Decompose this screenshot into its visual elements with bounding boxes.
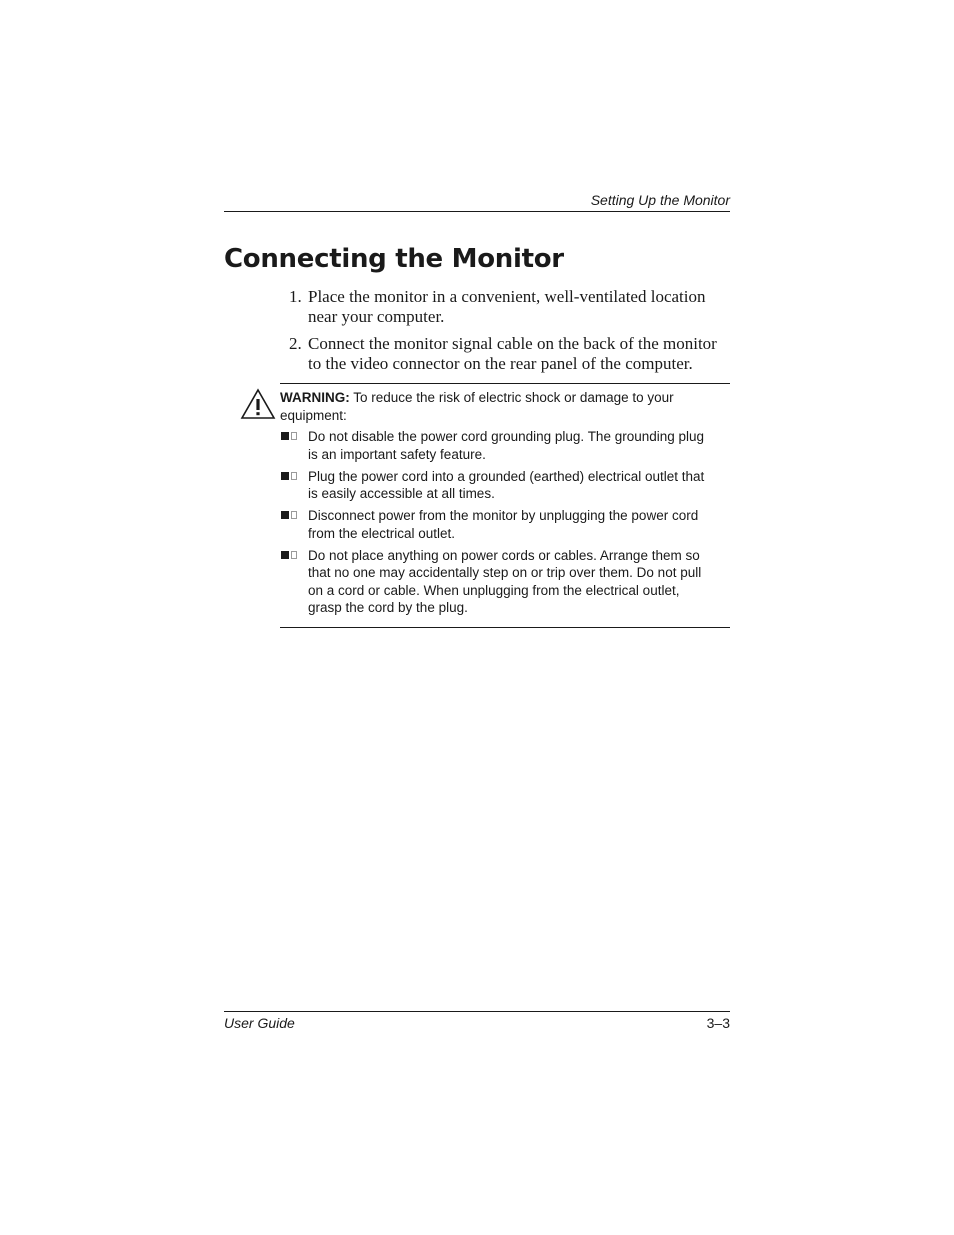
- warning-list: [280, 428, 710, 617]
- warning-item-text: Disconnect power from the monitor by unplugging the power cord from the electrical outlet.: [308, 508, 699, 541]
- warning-label: WARNING:: [280, 390, 350, 405]
- warning-item: [280, 428, 710, 463]
- square-bullet-icon: [281, 432, 297, 440]
- step-text: Connect the monitor signal cable on the back of the monitor to the video connector on the rear panel of the computer.: [308, 334, 717, 373]
- step-item: [282, 334, 730, 373]
- running-header: Setting Up the Monitor: [590, 192, 730, 208]
- square-bullet-icon: [281, 511, 297, 519]
- warning-item: [280, 468, 710, 503]
- warning-item-text: Plug the power cord into a grounded (earthed) electrical outlet that is easily accessible at all times.: [308, 468, 705, 501]
- warning-triangle-icon: [240, 388, 276, 420]
- step-text: Place the monitor in a convenient, well-ventilated location near your computer.: [308, 287, 706, 326]
- footer-rule: [224, 1011, 730, 1012]
- steps-list: [282, 287, 730, 381]
- step-number: 2.: [289, 334, 302, 353]
- step-item: [282, 287, 730, 326]
- header-rule: [224, 211, 730, 212]
- warning-item-text: Do not place anything on power cords or cables. Arrange them so that no one may accidentally step on or trip over them. Do not pull on a cord or cable. When unplugging from the electrical outlet, grasp the cord by the plug.: [308, 547, 702, 615]
- warning-intro: [280, 389, 710, 424]
- warning-top-rule: [280, 383, 730, 384]
- footer-page-number: 3–3: [706, 1015, 730, 1031]
- warning-block: [280, 389, 710, 621]
- warning-item: [280, 507, 710, 542]
- warning-intro-text: To reduce the risk of electric shock or damage to your equipment:: [280, 390, 674, 423]
- square-bullet-icon: [281, 472, 297, 480]
- page-title: Connecting the Monitor: [224, 244, 564, 274]
- warning-item-text: Do not disable the power cord grounding plug. The grounding plug is an important safety feature.: [308, 429, 705, 462]
- footer-doc-name: User Guide: [224, 1015, 295, 1031]
- step-number: 1.: [289, 287, 302, 306]
- warning-item: [280, 547, 710, 617]
- warning-bottom-rule: [280, 627, 730, 628]
- square-bullet-icon: [281, 551, 297, 559]
